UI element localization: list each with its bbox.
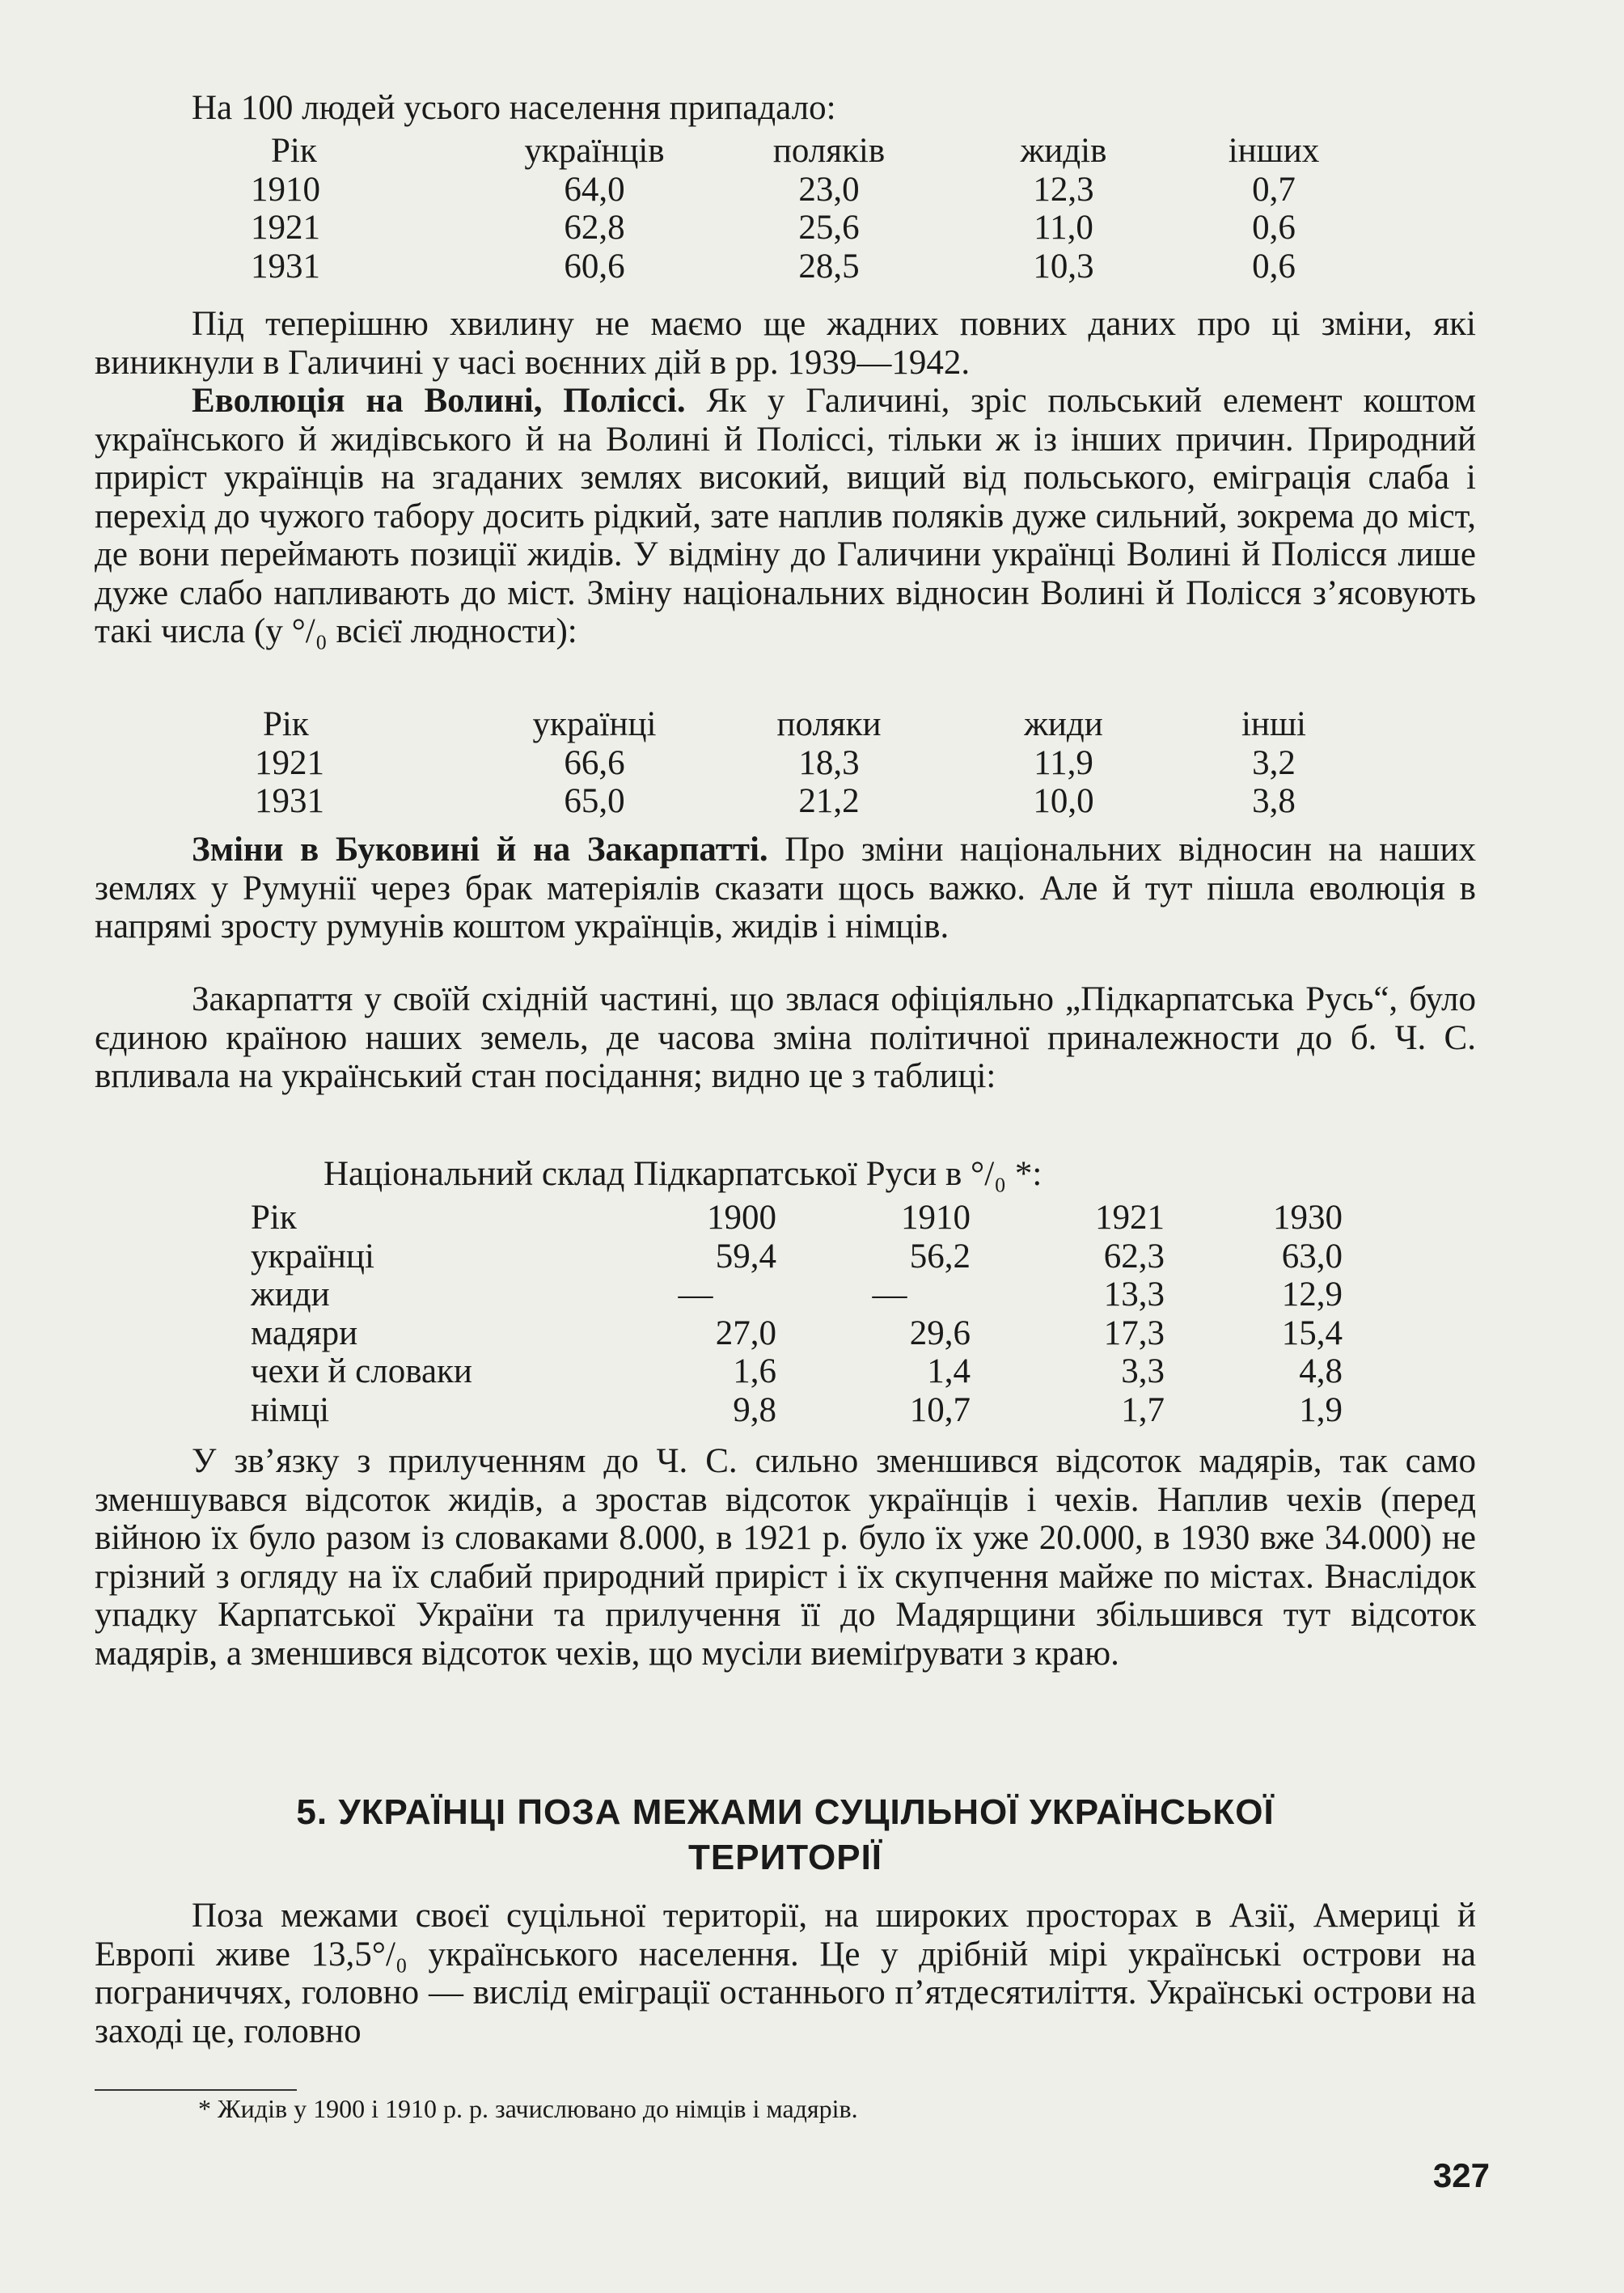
table-cell: 1,7 [1121, 1390, 1165, 1429]
table-cell: 3,2 [1252, 743, 1296, 782]
run-in-heading: Еволюція на Волині, Поліссі. [192, 382, 686, 420]
paragraph-bukovina-transcarpathia [95, 831, 1476, 946]
table-cell: 65,0 [564, 782, 625, 820]
year-cell: 1931 [251, 247, 320, 286]
paragraph-galicia-wartime [95, 305, 1476, 382]
table-header-cell: 1900 [707, 1199, 776, 1237]
year-cell: 1921 [251, 209, 320, 247]
table-row [243, 247, 1367, 286]
table-cell: 0,6 [1252, 209, 1296, 247]
table-cell: — [678, 1276, 713, 1314]
table-row [251, 1276, 1359, 1314]
table-row [251, 1352, 1359, 1391]
section-heading-line: 5. УКРАЇНЦІ ПОЗА МЕЖАМИ СУЦІЛЬНОЇ УКРАЇНСЬКОЇ [296, 1792, 1275, 1832]
row-label: чехи й словаки [251, 1352, 472, 1390]
table-cell: 25,6 [798, 209, 860, 247]
table-volhynia-population [243, 705, 1367, 821]
table-cell: 62,8 [564, 209, 625, 247]
paragraph-text: У зв’язку з прилученням до Ч. С. сильно зменшився відсоток мадярів, так само зменшувався відсоток жидів, а зростав відсоток українців і чехів. Наплив чехів (перед війною їх було разом із словаками 8.000, в 1921 р. було їх уже 20.000, в 1930 вже 34.000) не грізний з огляду на їх слабий природний приріст і їх скупчення майже по містах. Внаслідок упадку Карпатської України та прилучення її до Мадярщини збільшився тут відсоток мадярів, а зменшився відсоток чехів, що мусіли виеміґрувати з краю. [95, 1442, 1476, 1673]
table-cell: 17,3 [1103, 1314, 1165, 1352]
table-row [243, 171, 1367, 209]
table-cell: 1,4 [927, 1352, 971, 1390]
table-header-row [251, 1199, 1359, 1237]
table-header-cell: українці [532, 705, 657, 743]
table-subcarpathian-composition [251, 1199, 1359, 1429]
table-row [251, 1237, 1359, 1276]
table-header-cell: жиди [1024, 705, 1103, 743]
table-header-cell: українців [524, 132, 665, 170]
table-cell: 23,0 [798, 170, 860, 209]
table-header-cell: поляків [772, 132, 886, 170]
row-label: українці [251, 1237, 374, 1276]
table3-caption: Національний склад Підкарпатської Руси в °/₀ *: [324, 1155, 1042, 1193]
year-cell: 1921 [255, 743, 324, 782]
table-row [243, 209, 1367, 247]
paragraph-text: Закарпаття у своїй східній частині, що звлася офіціяльно „Підкарпатська Русь“, було єдиною країною наших земель, де часова зміна політичної приналежности до б. Ч. С. впливала на український стан посідання; видно це з таблиці: [95, 980, 1476, 1095]
paragraph-ukrainians-abroad [95, 1897, 1476, 2050]
table-cell: 13,3 [1103, 1276, 1165, 1314]
table-header-row [243, 705, 1367, 744]
table-cell: 18,3 [798, 743, 860, 782]
table-cell: 10,3 [1033, 247, 1094, 286]
table-cell: 4,8 [1299, 1352, 1343, 1390]
table-cell: 28,5 [798, 247, 860, 286]
page-number: 327 [1432, 2156, 1490, 2194]
paragraph-text [95, 831, 1476, 946]
paragraph-volhynia-polissia [95, 382, 1476, 651]
table-cell: 64,0 [564, 170, 625, 209]
paragraph-text: Поза межами своєї суцільної території, на широких просторах в Азії, Америці й Европі живе 13,5°/₀ українського населення. Це у дрібній мірі українські острови на пограниччях, головно — вислід еміграції останнього п’ятдесятиліття. Українські острови на заході це, головно [95, 1897, 1476, 2050]
table-cell: 63,0 [1281, 1237, 1343, 1276]
row-label: німці [251, 1390, 330, 1429]
footnote-rule [95, 2089, 297, 2091]
table-cell: 9,8 [733, 1390, 776, 1429]
table-cell: 60,6 [564, 247, 625, 286]
table-cell: 0,6 [1252, 247, 1296, 286]
table-row [251, 1391, 1359, 1430]
run-in-heading: Зміни в Буковині й на Закарпатті. [192, 831, 768, 869]
table-cell: 3,8 [1252, 782, 1296, 820]
table-header-cell: Рік [251, 1199, 297, 1237]
table-header-row [243, 132, 1367, 171]
table-cell: 59,4 [715, 1237, 776, 1276]
table-header-cell: 1910 [901, 1199, 971, 1237]
year-cell: 1910 [251, 170, 320, 209]
table-cell: 15,4 [1281, 1314, 1343, 1352]
table-cell: 29,6 [909, 1314, 971, 1352]
table-row [243, 744, 1367, 783]
paragraph-czech-annexation [95, 1442, 1476, 1673]
table-cell: 1,9 [1299, 1390, 1343, 1429]
footnote: * Жидів у 1900 і 1910 р. р. зачислювано до німців і мадярів. [198, 2094, 858, 2123]
row-label: жиди [251, 1276, 330, 1314]
paragraph-body: Як у Галичині, зріс польський елемент коштом українського й жидівського й на Волині й Поліссі, тільки ж із інших причин. Природний приріст українців на згаданих землях високий, вищий від польського, еміграція слаба і перехід до чужого табору досить рідкий, зате наплив поляків дуже сильний, зокрема до міст, де вони переймають позиції жидів. У відміну до Галичини українці Волині й Полісся лише дуже слабо напливають до міст. Зміну національних відносин Волині й Полісся з’ясовують такі числа (у °/₀ всієї людности): [95, 382, 1477, 650]
table-cell: 1,6 [733, 1352, 776, 1390]
table-cell: 56,2 [909, 1237, 971, 1276]
table-cell: 12,9 [1281, 1276, 1343, 1314]
table-cell: — [872, 1276, 907, 1314]
table-header-cell: 1921 [1095, 1199, 1165, 1237]
table-cell: 66,6 [564, 743, 625, 782]
section-heading-line: ТЕРИТОРІЇ [688, 1838, 882, 1877]
section-heading [95, 1790, 1476, 1881]
table1-intro: На 100 людей усього населення припадало: [192, 89, 836, 127]
table-cell: 11,0 [1034, 209, 1093, 247]
table-row [251, 1314, 1359, 1353]
table-cell: 12,3 [1033, 170, 1094, 209]
table-cell: 27,0 [715, 1314, 776, 1352]
table-cell: 3,3 [1121, 1352, 1165, 1390]
table-galicia-population [243, 132, 1367, 286]
paragraph-body: Про зміни національних відносин на наших землях у Румунії через брак матеріялів сказати щось важко. Але й тут пішла еволюція в напрямі зросту румунів коштом українців, жидів і німців. [95, 831, 1477, 946]
table-header-cell: Рік [271, 132, 317, 170]
table-header-cell: жидів [1020, 132, 1107, 170]
table-header-cell: інших [1228, 132, 1320, 170]
row-label: мадяри [251, 1314, 358, 1352]
year-cell: 1931 [255, 782, 324, 820]
table-cell: 0,7 [1252, 170, 1296, 209]
paragraph-text [95, 382, 1476, 651]
table-header-cell: 1930 [1273, 1199, 1343, 1237]
paragraph-subcarpathian-rus [95, 980, 1476, 1096]
table-cell: 10,0 [1033, 782, 1094, 820]
paragraph-text: Під теперішню хвилину не маємо ще жадних повних даних про ці зміни, які виникнули в Галичині у часі воєнних дій в рр. 1939—1942. [95, 305, 1476, 382]
table-row [243, 782, 1367, 821]
table-cell: 10,7 [909, 1390, 971, 1429]
table-header-cell: поляки [776, 705, 882, 743]
table-cell: 62,3 [1103, 1237, 1165, 1276]
table-cell: 11,9 [1034, 743, 1093, 782]
table-header-cell: інші [1241, 705, 1307, 743]
table-header-cell: Рік [263, 705, 309, 743]
table-cell: 21,2 [798, 782, 860, 820]
